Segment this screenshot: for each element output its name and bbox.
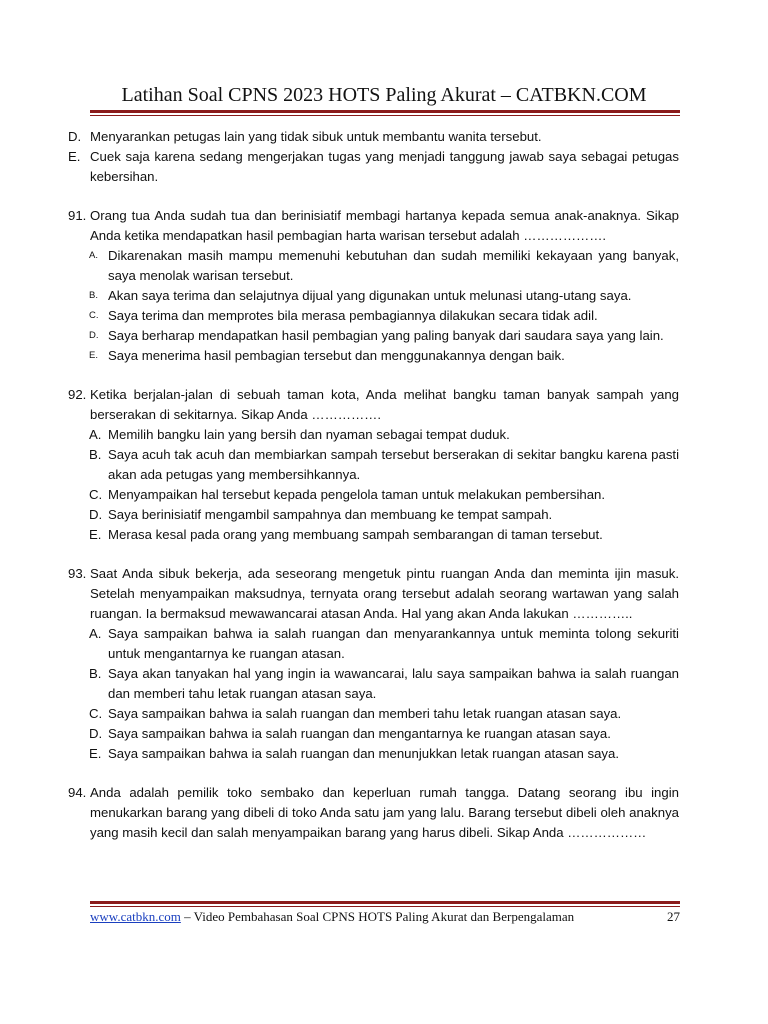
question-91-option-b <box>89 286 679 306</box>
question-92-option-b <box>89 445 679 485</box>
option-text: Saya sampaikan bahwa ia salah ruangan dan menyarankannya untuk meminta tolong sekuriti untuk mengantarnya ke ruangan atasan. <box>108 626 679 661</box>
carryover-option-d <box>68 127 679 147</box>
option-letter: E. <box>89 527 102 542</box>
page-number: 27 <box>667 909 680 924</box>
option-letter: D. <box>68 129 82 144</box>
option-letter: D. <box>89 507 103 522</box>
footer-website-link[interactable]: www.catbkn.com <box>90 909 181 924</box>
question-number: 94. <box>68 785 87 800</box>
header-rule-thick <box>90 110 680 113</box>
question-91-option-e <box>89 346 679 366</box>
option-letter: E. <box>89 746 102 761</box>
option-letter: C. <box>89 310 99 321</box>
page-footer <box>90 909 680 925</box>
footer-rule-thick <box>90 901 680 904</box>
footer-text: – Video Pembahasan Soal CPNS HOTS Paling Akurat dan Berpengalaman <box>180 909 575 924</box>
question-text: Anda adalah pemilik toko sembako dan keperluan rumah tangga. Datang seorang ibu ingin menukarkan barang yang dibeli di toko Anda satu jam yang lalu. Barang tersebut dibeli oleh anaknya yang masih kecil dan salah menyampaikan barang yang harus dibeli. Sikap Anda ……………… <box>90 785 679 840</box>
question-92-option-a <box>89 425 679 445</box>
option-text: Saya akan tanyakan hal yang ingin ia wawancarai, lalu saya sampaikan bahwa ia salah ruangan dan memberi tahu letak ruangan atasan saya. <box>108 666 679 701</box>
option-letter: A. <box>89 626 102 641</box>
carryover-option-e <box>68 147 679 187</box>
question-text: Ketika berjalan-jalan di sebuah taman kota, Anda melihat bangku taman banyak sampah yang berserakan di sekitarnya. Sikap Anda ……………. <box>90 387 679 422</box>
question-91-option-c <box>89 306 679 326</box>
question-91-option-a <box>89 246 679 286</box>
option-letter: A. <box>89 427 102 442</box>
question-92 <box>68 385 679 425</box>
question-93-option-b <box>89 664 679 704</box>
option-letter: C. <box>89 487 103 502</box>
option-letter: D. <box>89 726 103 741</box>
question-92-option-c <box>89 485 679 505</box>
question-93-option-e <box>89 744 679 764</box>
option-letter: B. <box>89 290 98 301</box>
option-letter: E. <box>89 350 98 361</box>
option-letter: A. <box>89 250 98 261</box>
page-header-title: Latihan Soal CPNS 2023 HOTS Paling Akurat – CATBKN.COM <box>121 84 647 106</box>
question-93 <box>68 564 679 624</box>
question-92-option-d <box>89 505 679 525</box>
footer-rule-thin <box>90 906 680 907</box>
option-letter: B. <box>89 447 102 462</box>
option-text: Saya sampaikan bahwa ia salah ruangan dan menunjukkan letak ruangan atasan saya. <box>108 746 619 761</box>
option-text: Merasa kesal pada orang yang membuang sampah sembarangan di taman tersebut. <box>108 527 603 542</box>
option-text: Memilih bangku lain yang bersih dan nyaman sebagai tempat duduk. <box>108 427 510 442</box>
question-91 <box>68 206 679 246</box>
option-text: Saya sampaikan bahwa ia salah ruangan dan mengantarnya ke ruangan atasan saya. <box>108 726 611 741</box>
option-text: Menyarankan petugas lain yang tidak sibuk untuk membantu wanita tersebut. <box>90 129 542 144</box>
question-93-option-a <box>89 624 679 664</box>
option-text: Dikarenakan masih mampu memenuhi kebutuhan dan sudah memiliki kekayaan yang banyak, saya menolak warisan tersebut. <box>108 248 679 283</box>
option-text: Akan saya terima dan selajutnya dijual yang digunakan untuk melunasi utang-utang saya. <box>108 288 632 303</box>
option-text: Saya berharap mendapatkan hasil pembagian yang paling banyak dari saudara saya yang lain. <box>108 328 664 343</box>
option-text: Saya acuh tak acuh dan membiarkan sampah tersebut berserakan di sekitar bangku karena pasti akan ada petugas yang membersihkannya. <box>108 447 679 482</box>
question-93-option-c <box>89 704 679 724</box>
option-text: Saya sampaikan bahwa ia salah ruangan dan memberi tahu letak ruangan atasan saya. <box>108 706 622 721</box>
question-number: 91. <box>68 208 87 223</box>
document-body <box>68 127 679 843</box>
header-rule-thin <box>90 115 680 116</box>
question-93-option-d <box>89 724 679 744</box>
question-number: 92. <box>68 387 87 402</box>
option-text: Cuek saja karena sedang mengerjakan tugas yang menjadi tanggung jawab saya sebagai petugas kebersihan. <box>90 149 679 184</box>
option-text: Menyampaikan hal tersebut kepada pengelola taman untuk melakukan pembersihan. <box>108 487 606 502</box>
option-letter: C. <box>89 706 103 721</box>
question-text: Saat Anda sibuk bekerja, ada seseorang mengetuk pintu ruangan Anda dan meminta ijin masuk. Setelah menyampaikan maksudnya, ternyata orang tersebut adalah seorang wartawan yang salah ruangan. Ia bermaksud mewawancarai atasan Anda. Hal yang akan Anda lakukan ………….. <box>90 566 679 621</box>
question-number: 93. <box>68 566 87 581</box>
question-text: Orang tua Anda sudah tua dan berinisiatif membagi hartanya kepada semua anak-anaknya. Sikap Anda ketika mendapatkan hasil pembagian harta warisan tersebut adalah ………………. <box>90 208 679 243</box>
question-91-option-d <box>89 326 679 346</box>
question-94 <box>68 783 679 843</box>
option-text: Saya menerima hasil pembagian tersebut dan menggunakannya dengan baik. <box>108 348 565 363</box>
question-92-option-e <box>89 525 679 545</box>
option-text: Saya terima dan memprotes bila merasa pembagiannya dilakukan secara tidak adil. <box>108 308 598 323</box>
option-letter: B. <box>89 666 102 681</box>
option-text: Saya berinisiatif mengambil sampahnya dan membuang ke tempat sampah. <box>108 507 553 522</box>
option-letter: D. <box>89 330 99 341</box>
option-letter: E. <box>68 149 81 164</box>
